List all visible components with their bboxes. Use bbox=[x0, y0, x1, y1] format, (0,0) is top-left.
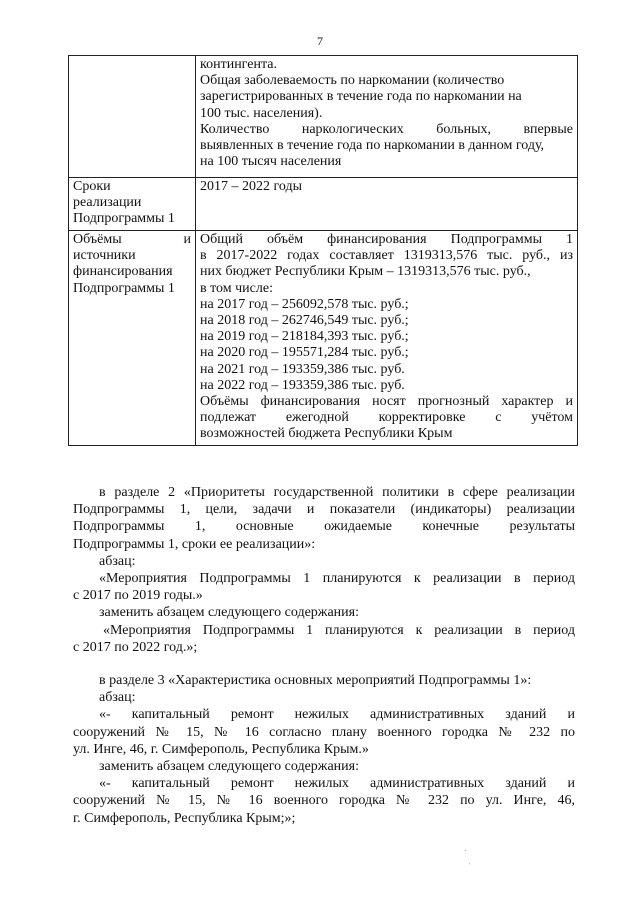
paragraph-line: с 2017 по 2022 год.»; bbox=[73, 639, 198, 655]
text-line: контингента. bbox=[200, 57, 277, 72]
table-cell-indicators bbox=[196, 56, 578, 178]
text-line: выявленных в течение года по наркомании в данном году, bbox=[200, 138, 545, 154]
text-line: Общая заболеваемость по наркомании (количество bbox=[200, 73, 505, 89]
paragraph-line: Подпрограммы 1, основные ожидаемые конечные результаты bbox=[73, 519, 575, 535]
table-cell-label bbox=[69, 231, 196, 446]
scan-speck: · bbox=[464, 846, 468, 857]
label-line: источники bbox=[73, 248, 136, 264]
table-cell-label bbox=[69, 178, 196, 231]
text-line: зарегистрированных в течение года по наркомании на bbox=[200, 89, 522, 105]
text-line: подлежат ежегодной корректировке с учётом bbox=[200, 410, 573, 426]
text-line: Количество наркологических больных, впервые bbox=[200, 121, 573, 137]
table-cell-period bbox=[196, 178, 578, 231]
text-line: возможностей бюджета Республики Крым bbox=[200, 426, 453, 442]
paragraph-line: в разделе 2 «Приоритеты государственной политики в сфере реализации bbox=[99, 485, 575, 500]
label-line: Подпрограммы 1 bbox=[73, 211, 175, 227]
paragraph-line: «Мероприятия Подпрограммы 1 планируются к реализации в период bbox=[103, 622, 575, 638]
text-line: Объёмы финансирования носят прогнозный характер и bbox=[200, 394, 573, 410]
paragraph-line: заменить абзацем следующего содержания: bbox=[99, 759, 359, 775]
period-value: 2017 – 2022 годы bbox=[200, 179, 303, 194]
paragraph-line: в разделе 3 «Характеристика основных мероприятий Подпрограммы 1»: bbox=[99, 673, 532, 689]
label-line: реализации bbox=[73, 195, 142, 211]
paragraph-line: ул. Инге, 46, г. Симферополь, Республика Крым.» bbox=[73, 741, 369, 757]
paragraph-line: с 2017 по 2019 годы.» bbox=[73, 588, 203, 604]
text-line: на 2021 год – 193359,386 тыс. руб. bbox=[200, 361, 405, 377]
paragraph-line: Подпрограммы 1, сроки ее реализации»: bbox=[73, 536, 316, 552]
table-row bbox=[69, 178, 578, 231]
table-cell-label bbox=[69, 56, 196, 178]
paragraph-line: сооружений № 15, № 16 согласно плану военного городка № 232 по bbox=[73, 724, 575, 740]
text-line: на 2019 год – 218184,393 тыс. руб.; bbox=[200, 329, 409, 345]
text-line: в 2017-2022 годах составляет 1319313,576 тыс. руб., из bbox=[200, 248, 573, 264]
paragraph-line: «- капитальный ремонт нежилых административных зданий и bbox=[99, 707, 575, 723]
text-line: на 2018 год – 262746,549 тыс. руб.; bbox=[200, 313, 409, 329]
scan-speck: ˈ bbox=[468, 862, 472, 873]
paragraph-line: абзац: bbox=[99, 553, 136, 569]
paragraph-gap bbox=[73, 656, 575, 672]
passport-table bbox=[68, 55, 578, 446]
label-line: финансирования bbox=[73, 264, 173, 280]
table-row bbox=[69, 56, 578, 178]
text-line: Общий объём финансирования Подпрограммы 1 bbox=[200, 232, 573, 247]
text-line: на 2017 год – 256092,578 тыс. руб.; bbox=[200, 296, 409, 312]
table-cell-financing bbox=[196, 231, 578, 446]
text-line: на 100 тысяч населения bbox=[200, 154, 342, 170]
amendments-text bbox=[73, 484, 575, 827]
paragraph-line: «- капитальный ремонт нежилых административных зданий и bbox=[99, 776, 575, 792]
text-line: в том числе: bbox=[200, 280, 273, 296]
page-number: 7 bbox=[317, 34, 323, 48]
text-line: 100 тыс. населения). bbox=[200, 105, 323, 121]
paragraph-line: «Мероприятия Подпрограммы 1 планируются к реализации в период bbox=[99, 571, 575, 587]
paragraph-line: заменить абзацем следующего содержания: bbox=[99, 605, 359, 621]
paragraph-line: г. Симферополь, Республика Крым;»; bbox=[73, 810, 296, 826]
paragraph-line: сооружений № 15, № 16 военного городка № 232 по ул. Инге, 46, bbox=[73, 793, 575, 809]
paragraph-line: абзац: bbox=[99, 690, 136, 706]
table-row bbox=[69, 231, 578, 446]
text-line: на 2020 год – 195571,284 тыс. руб.; bbox=[200, 345, 409, 361]
text-line: на 2022 год – 193359,386 тыс. руб. bbox=[200, 377, 405, 393]
label-line: Объёмы и bbox=[73, 232, 191, 247]
text-line: них бюджет Республики Крым – 1319313,576 тыс. руб., bbox=[200, 264, 531, 280]
label-line: Сроки bbox=[73, 179, 111, 194]
paragraph-line: Подпрограммы 1, цели, задачи и показатели (индикаторы) реализации bbox=[73, 502, 575, 518]
label-line: Подпрограммы 1 bbox=[73, 280, 175, 296]
